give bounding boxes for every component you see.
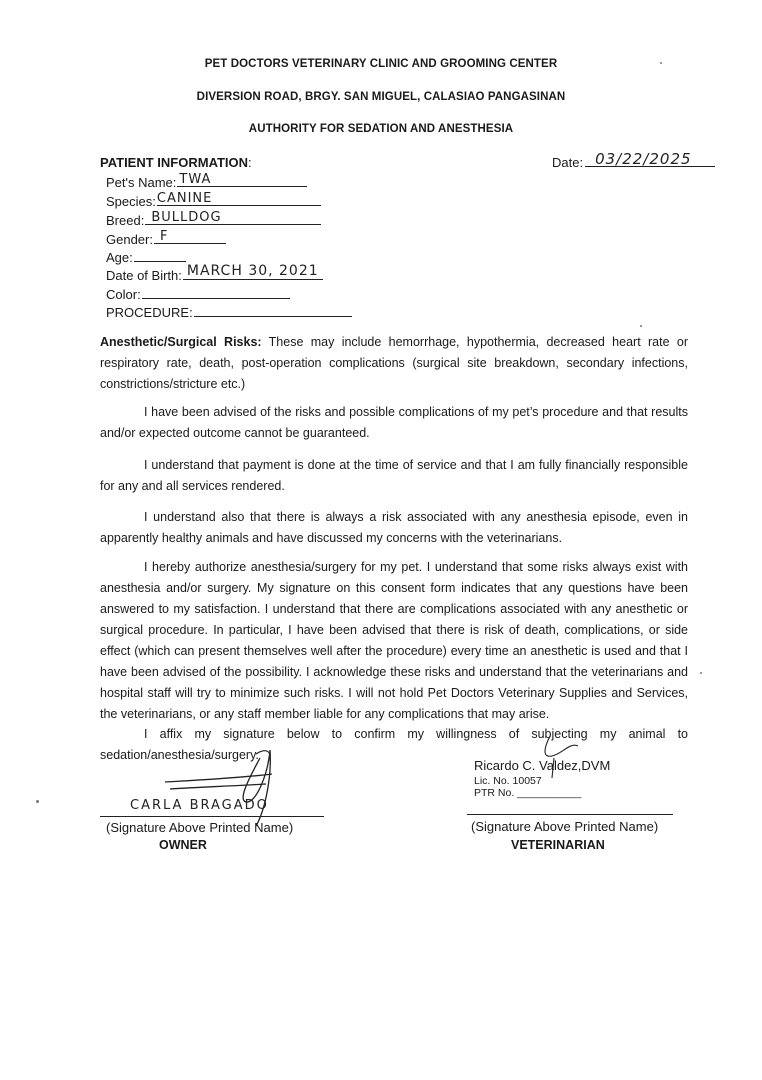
owner-signature-caption: (Signature Above Printed Name) [106,820,294,835]
age-label: Age: [106,250,133,265]
species-label: Species: [106,194,156,209]
pet-name-value: TWA [179,172,212,187]
date-label: Date: [552,155,584,170]
owner-role-label: OWNER [159,838,207,852]
owner-printed-name: CARLA BRAGADO [130,798,269,813]
scan-speck [660,62,662,64]
owner-signature-line [100,816,324,817]
vet-name: Ricardo C. Valdez,DVM [474,758,611,773]
dob-label: Date of Birth: [106,268,182,283]
species-value: CANINE [156,191,213,206]
vet-license: Lic. No. 10057 [474,775,542,787]
gender-label: Gender: [106,232,153,247]
vet-role-label: VETERINARIAN [511,838,605,852]
patient-info-heading: PATIENT INFORMATION: [100,155,252,170]
gender-field [106,230,226,247]
date-field [552,152,715,170]
clinic-address: DIVERSION ROAD, BRGY. SAN MIGUEL, CALASIAO PANGASINAN [196,91,566,103]
color-field [106,285,290,302]
procedure-label: PROCEDURE: [106,305,193,320]
breed-field [106,211,321,228]
vet-signature-caption: (Signature Above Printed Name) [471,819,659,834]
date-value: 03/22/2025 [595,150,692,168]
color-label: Color: [106,287,141,302]
species-field [106,192,321,209]
risks-text: These may include hemorrhage, hypothermia, decreased heart rate or respiratory rate, death, post-operation complications (surgical site breakdown, secondary infections, constrictions/stricture etc.) [100,335,688,391]
advised-paragraph: I have been advised of the risks and possible complications of my pet’s procedure and that results and/or expected outcome cannot be guaranteed. [100,405,688,440]
risks-label: Anesthetic/Surgical Risks: [100,335,262,349]
form-title: AUTHORITY FOR SEDATION AND ANESTHESIA [248,123,514,135]
scan-speck [700,672,702,674]
age-field [106,248,186,265]
affix-signature-paragraph: I affix my signature below to confirm my willingness of subjecting my animal to sedation/anesthesia/surgery. [100,727,688,762]
pet-name-label: Pet's Name: [106,175,177,190]
procedure-field [106,303,352,320]
risk-awareness-paragraph: I understand also that there is always a risk associated with any anesthesia episode, even in apparently healthy animals and have discussed my concerns with the veterinarians. [100,510,688,545]
breed-value: BULLDOG [151,210,222,225]
risks-paragraph [100,332,688,395]
vet-ptr: PTR No. ___________ [474,787,582,799]
scan-speck [640,325,642,327]
dob-field [106,263,323,283]
breed-label: Breed: [106,213,145,228]
pet-name-field [106,173,307,190]
clinic-name: PET DOCTORS VETERINARY CLINIC AND GROOMING CENTER [204,58,558,70]
dob-value: MARCH 30, 2021 [186,263,319,279]
vet-signature-line [467,814,673,815]
scan-speck [36,800,39,803]
gender-value: F [159,229,169,244]
payment-paragraph: I understand that payment is done at the time of service and that I am fully financially responsible for any and all services rendered. [100,458,688,493]
owner-printed-name-wrap [130,796,269,814]
authorization-paragraph: I hereby authorize anesthesia/surgery for my pet. I understand that some risks always exist with anesthesia and/or surgery. My signature on this consent form indicates that any questions have been answered to my satisfaction. I understand that there are complications associated with any anesthetic or surgical procedure. In particular, I have been advised that there is risk of death, complications, or side effect (which can present themselves well after the procedure) every time an anesthetic is used and that I have been advised of the possibility. I acknowledge these risks and understand that the veterinarians and hospital staff will try to minimize such risks. I will not hold Pet Doctors Veterinary Supplies and Services, the veterinarians, or any staff member liable for any complications that may arise. [100,560,688,721]
